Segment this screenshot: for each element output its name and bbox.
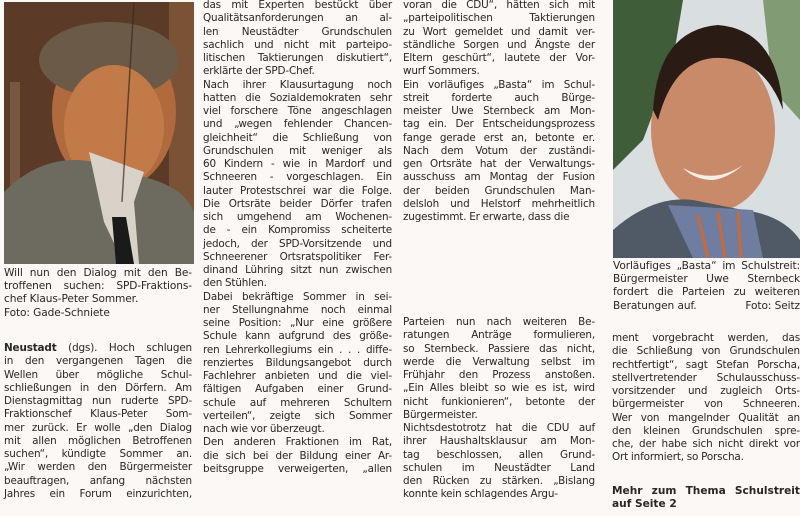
text-line: „Wir werden den Bürgermeister bbox=[4, 461, 192, 474]
text-line: vorsitzender und zugleich Orts- bbox=[612, 385, 800, 397]
caption-line: Will nun den Dialog mit den Be- bbox=[4, 267, 192, 279]
more-on-topic-page: auf Seite 2 bbox=[612, 498, 677, 510]
text-line: „Ein Alles bleibt so wie es ist, wird bbox=[403, 382, 595, 395]
text-line: ren Lehrerkollegiums ein . . . diffe- bbox=[203, 343, 392, 356]
text-line: suchen“, kündigte Sommer an. bbox=[4, 448, 192, 460]
text-line: fange gerade erst an, betonte er. bbox=[403, 131, 595, 144]
caption-line: Bürgermeister Uwe Sternbeck bbox=[613, 273, 800, 286]
text-line: Nach ihrer Klausurtagung noch bbox=[203, 78, 392, 91]
text-line: dinand Lühring sitzt nun zwischen bbox=[203, 264, 392, 276]
text-line: fältigen Aufgaben einer Grund- bbox=[203, 383, 392, 396]
text-line: gen Ortsräte hat der Verwaltungs- bbox=[403, 158, 595, 170]
text-line: beauftragen, anfang nächsten bbox=[4, 474, 192, 487]
text-line: Eltern geschürt“, lautete der Vor- bbox=[403, 52, 595, 64]
text-line: hatten die Sozialdemokraten sehr bbox=[203, 91, 392, 104]
text-line: bürgermeister von Schneeren. bbox=[612, 398, 800, 411]
text-line: so Sternbeck. Passiere das nicht, bbox=[403, 342, 595, 355]
text-line: len Neustädter Grundschulen bbox=[203, 25, 392, 38]
text-line: werde die Verwaltung selbst im bbox=[403, 355, 595, 368]
text-line: che, der habe sich nicht direkt vor bbox=[612, 438, 800, 450]
caption-line: Beratungen auf. bbox=[613, 299, 697, 312]
text-line: konnte kein schlagendes Argu- bbox=[403, 488, 558, 501]
text-line: (dgs). Hoch schlugen bbox=[56, 342, 192, 354]
caption-line: troffenen suchen: SPD-Fraktions- bbox=[4, 280, 192, 293]
portrait-man-suit-icon bbox=[4, 2, 194, 264]
text-line: rechtfertigt“, sagt Stefan Porscha, bbox=[612, 358, 800, 371]
photo-credit: Foto: Gade-Schniete bbox=[4, 306, 110, 319]
text-line: Wer von mangelnder Qualität an bbox=[612, 411, 800, 424]
text-line: Bürgermeister. bbox=[403, 408, 478, 421]
text-line: Qualitätsanforderungen an al- bbox=[203, 12, 392, 25]
text-line: den Rücken zu stärken. „Bislang bbox=[403, 475, 595, 487]
text-line: jedoch, der SPD-Vorsitzende und bbox=[203, 237, 392, 250]
text-line: das mit Experten bestückt über bbox=[203, 0, 392, 11]
text-line: mit allen möglichen Betroffenen bbox=[4, 434, 192, 447]
text-line: und „wegen fehlender Chancen- bbox=[203, 118, 392, 131]
text-line: seine Position: „Nur eine größere bbox=[203, 317, 392, 329]
text-line: zu Wort gemeldet und damit ver- bbox=[403, 25, 595, 38]
text-line: litischen Taktierungen diskutiert“, bbox=[203, 52, 392, 64]
photo-credit: Foto: Seitz bbox=[745, 299, 800, 312]
text-line: 60 Kindern - wie in Mardorf und bbox=[203, 158, 392, 170]
article-column-1 bbox=[4, 342, 192, 501]
text-line: ner Stellungnahme noch einmal bbox=[203, 303, 392, 316]
text-line: zugestimmt. Er erwarte, dass die bbox=[403, 211, 570, 223]
caption-line: chef Klaus-Peter Sommer. bbox=[4, 293, 139, 306]
text-line: stellvertretender Schulausschuss- bbox=[612, 371, 800, 384]
text-line: renziertes Bildungsangebot durch bbox=[203, 356, 392, 369]
text-line: delsloh und Helstorf mehrheitlich bbox=[403, 197, 595, 210]
text-line: streit forderte auch Bürge- bbox=[403, 91, 595, 104]
text-line: Schule kann aufgrund des größe- bbox=[203, 330, 392, 343]
text-line: die sich bei der Bildung einer Ar- bbox=[203, 449, 392, 462]
text-line: den kleinen Grundschulen spre- bbox=[612, 424, 800, 437]
caption-line: Vorläufiges „Basta“ im Schulstreit: bbox=[613, 260, 800, 272]
photo-caption-left bbox=[4, 267, 192, 320]
article-column-2 bbox=[203, 0, 392, 476]
text-line: Nach dem Votum der zuständi- bbox=[403, 144, 595, 157]
article-column-4 bbox=[612, 332, 800, 465]
text-line: ihrer Haushaltsklausur am Mon- bbox=[403, 435, 595, 448]
text-line: tag ein. Der Entscheidungsprozess bbox=[403, 118, 595, 131]
text-line: „parteipolitischen Taktierungen bbox=[403, 12, 595, 25]
text-line: ment vorgebracht werden, das bbox=[612, 332, 800, 344]
article-column-3-bottom bbox=[403, 316, 595, 502]
portrait-man-smiling-icon bbox=[613, 0, 800, 258]
text-line: der beiden Grundschulen Man- bbox=[403, 184, 595, 197]
text-line: ständliche Sorgen und Ängste der bbox=[403, 38, 595, 51]
text-line: die Schließung von Grundschulen bbox=[612, 345, 800, 358]
text-line: Parteien nun nach weiteren Be- bbox=[403, 316, 595, 328]
text-line: Schneeren - vorgeschlagen. Ein bbox=[203, 171, 392, 184]
text-line: erklärte der SPD-Chef. bbox=[203, 65, 315, 78]
text-line: Ein vorläufiges „Basta“ im Schul- bbox=[403, 78, 595, 91]
text-line: Die Ortsräte beider Dörfer trafen bbox=[203, 197, 392, 210]
text-line: nach wie vor überzeugt. bbox=[203, 423, 325, 435]
text-line: sich umgehend am Wochenen- bbox=[203, 211, 392, 223]
text-line: in den vergangenen Tagen die bbox=[4, 355, 192, 368]
text-line: wurf Sommers. bbox=[403, 65, 480, 78]
text-line: beitsgruppe verweigerten, „allen bbox=[203, 462, 392, 475]
text-line: Grundschulen mit weniger als bbox=[203, 144, 392, 157]
text-line: voran die CDU“, hätten sich mit bbox=[403, 0, 595, 11]
text-line: meister Uwe Sternbeck am Mon- bbox=[403, 105, 595, 117]
text-line: Fraktionschef Klaus-Peter Som- bbox=[4, 408, 192, 421]
text-line: schulen im Neustädter Land bbox=[403, 461, 595, 474]
text-line: mer zurück. Er wolle „den Dialog bbox=[4, 421, 192, 434]
more-on-topic-reference[interactable] bbox=[612, 485, 800, 511]
text-line: Frühjahr den Prozess anstoßen. bbox=[403, 369, 595, 381]
caption-line: fordert die Parteien zu weiteren bbox=[613, 286, 800, 299]
text-line: viel forschere Töne angeschlagen bbox=[203, 105, 392, 117]
more-on-topic-line: Mehr zum Thema Schulstreit bbox=[612, 485, 800, 497]
text-line: verteilen“, zeigte sich Sommer bbox=[203, 409, 392, 422]
text-line: Den anderen Fraktionen im Rat, bbox=[203, 436, 392, 449]
text-line: schule auf mehreren Schultern bbox=[203, 396, 392, 409]
photo-klaus-peter-sommer bbox=[4, 2, 194, 264]
text-line: tag beschlossen, allen Grund- bbox=[403, 448, 595, 461]
text-line: de - ein Kompromiss scheiterte bbox=[203, 224, 392, 237]
text-line: Jahres ein Forum einzurichten, bbox=[4, 487, 192, 500]
text-line: nicht funkionieren“, betonte der bbox=[403, 395, 595, 408]
dateline: Neustadt bbox=[4, 342, 57, 354]
text-line: lauter Protestschrei war die Folge. bbox=[203, 184, 392, 197]
article-column-3-top bbox=[403, 0, 595, 224]
text-line: sachlich und nicht mit parteipo- bbox=[203, 38, 392, 51]
text-line: gleichheit“ die Schließung von bbox=[203, 131, 392, 144]
text-line: ratungen Anträge formulieren, bbox=[403, 329, 595, 342]
text-line: den Stühlen. bbox=[203, 277, 267, 290]
text-line: Schneerener Ortsratspolitiker Fer- bbox=[203, 250, 392, 263]
text-line: Wellen über mögliche Schul- bbox=[4, 368, 192, 381]
photo-uwe-sternbeck bbox=[613, 0, 800, 258]
text-line: schließungen in den Dörfern. Am bbox=[4, 381, 192, 394]
text-line: Ort informiert, so Porscha. bbox=[612, 451, 744, 464]
text-line: Nichtsdestotrotz hat die CDU auf bbox=[403, 422, 595, 434]
text-line: ausschuss am Montag der Fusion bbox=[403, 171, 595, 184]
text-line: Dabei bekräftige Sommer in sei- bbox=[203, 290, 392, 303]
text-line: Dienstagmittag nun ruderte SPD- bbox=[4, 395, 192, 407]
photo-caption-right bbox=[613, 260, 800, 313]
text-line: Fachlehrer anbieten und die viel- bbox=[203, 370, 392, 382]
